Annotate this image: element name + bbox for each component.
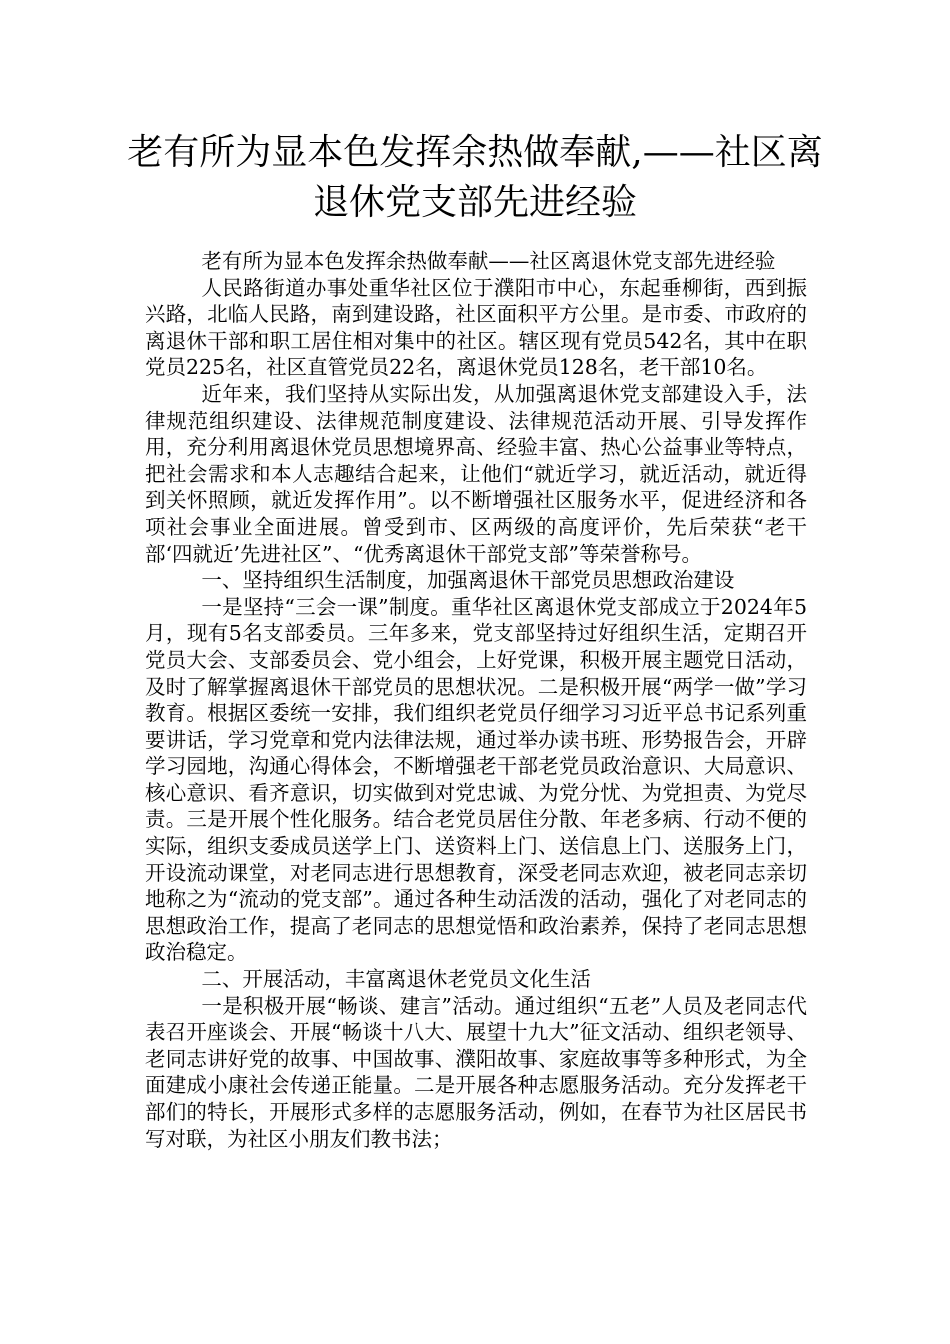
body-paragraph-2: 人民路街道办事处重华社区位于濮阳市中心，东起垂柳街，西到振兴路，北临人民路，南到建设路，社区面积平方公里。是市委、市政府的离退休干部和职工居住相对集中的社区。辖区现有党员542名，其中在职党员225名，社区直管党员22名，离退休党员128名，老干部10名。 (145, 275, 807, 380)
body-paragraph-1: 老有所为显本色发挥余热做奉献——社区离退休党支部先进经验 (201, 249, 776, 273)
section-heading-2: 二、开展活动，丰富离退休老党员文化生活 (201, 967, 591, 992)
document-title: 老有所为显本色发挥余热做奉献,——社区离退休党支部先进经验 (127, 132, 823, 223)
body-paragraph-5: 一是积极开展“畅谈、建言”活动。通过组织“五老”人员及老同志代表召开座谈会、开展“畅谈十八大、展望十九大”征文活动、组织老领导、老同志讲好党的故事、中国故事、濮阳故事、家庭故事等多种形式，为全面建成小康社会传递正能量。二是开展各种志愿服务活动。充分发挥老干部们的特长，开展形式多样的志愿服务活动，例如，在春节为社区居民书写对联，为社区小朋友们教书法； (145, 993, 807, 1151)
document-body (145, 248, 807, 1152)
body-paragraph-3: 近年来，我们坚持从实际出发，从加强离退休党支部建设入手，法律规范组织建设、法律规范制度建设、法律规范活动开展、引导发挥作用，充分利用离退休党员思想境界高、经验丰富、热心公益事业等特点，把社会需求和本人志趣结合起来，让他们“就近学习，就近活动，就近得到关怀照顾，就近发挥作用”。以不断增强社区服务水平，促进经济和各项社会事业全面进展。曾受到市、区两级的高度评价，先后荣获“老干部‘四就近’先进社区”、“优秀离退休干部党支部”等荣誉称号。 (145, 381, 807, 566)
body-paragraph-4: 一是坚持“三会一课”制度。重华社区离退休党支部成立于2024年5月，现有5名支部委员。三年多来，党支部坚持过好组织生活，定期召开党员大会、支部委员会、党小组会，上好党课，积极开展主题党日活动，及时了解掌握离退休干部党员的思想状况。二是积极开展“两学一做”学习教育。根据区委统一安排，我们组织老党员仔细学习习近平总书记系列重要讲话，学习党章和党内法律法规，通过举办读书班、形势报告会，开辟学习园地，沟通心得体会，不断增强老干部老党员政治意识、大局意识、核心意识、看齐意识，切实做到对党忠诚、为党分忧、为党担责、为党尽责。三是开展个性化服务。结合老党员居住分散、年老多病、行动不便的实际，组织支委成员送学上门、送资料上门、送信息上门、送服务上门，开设流动课堂，对老同志进行思想教育，深受老同志欢迎，被老同志亲切地称之为“流动的党支部”。通过各种生动活泼的活动，强化了对老同志的思想政治工作，提高了老同志的思想觉悟和政治素养，保持了老同志思想政治稳定。 (145, 594, 807, 965)
section-heading-1: 一、坚持组织生活制度，加强离退休干部党员思想政治建设 (201, 568, 735, 593)
